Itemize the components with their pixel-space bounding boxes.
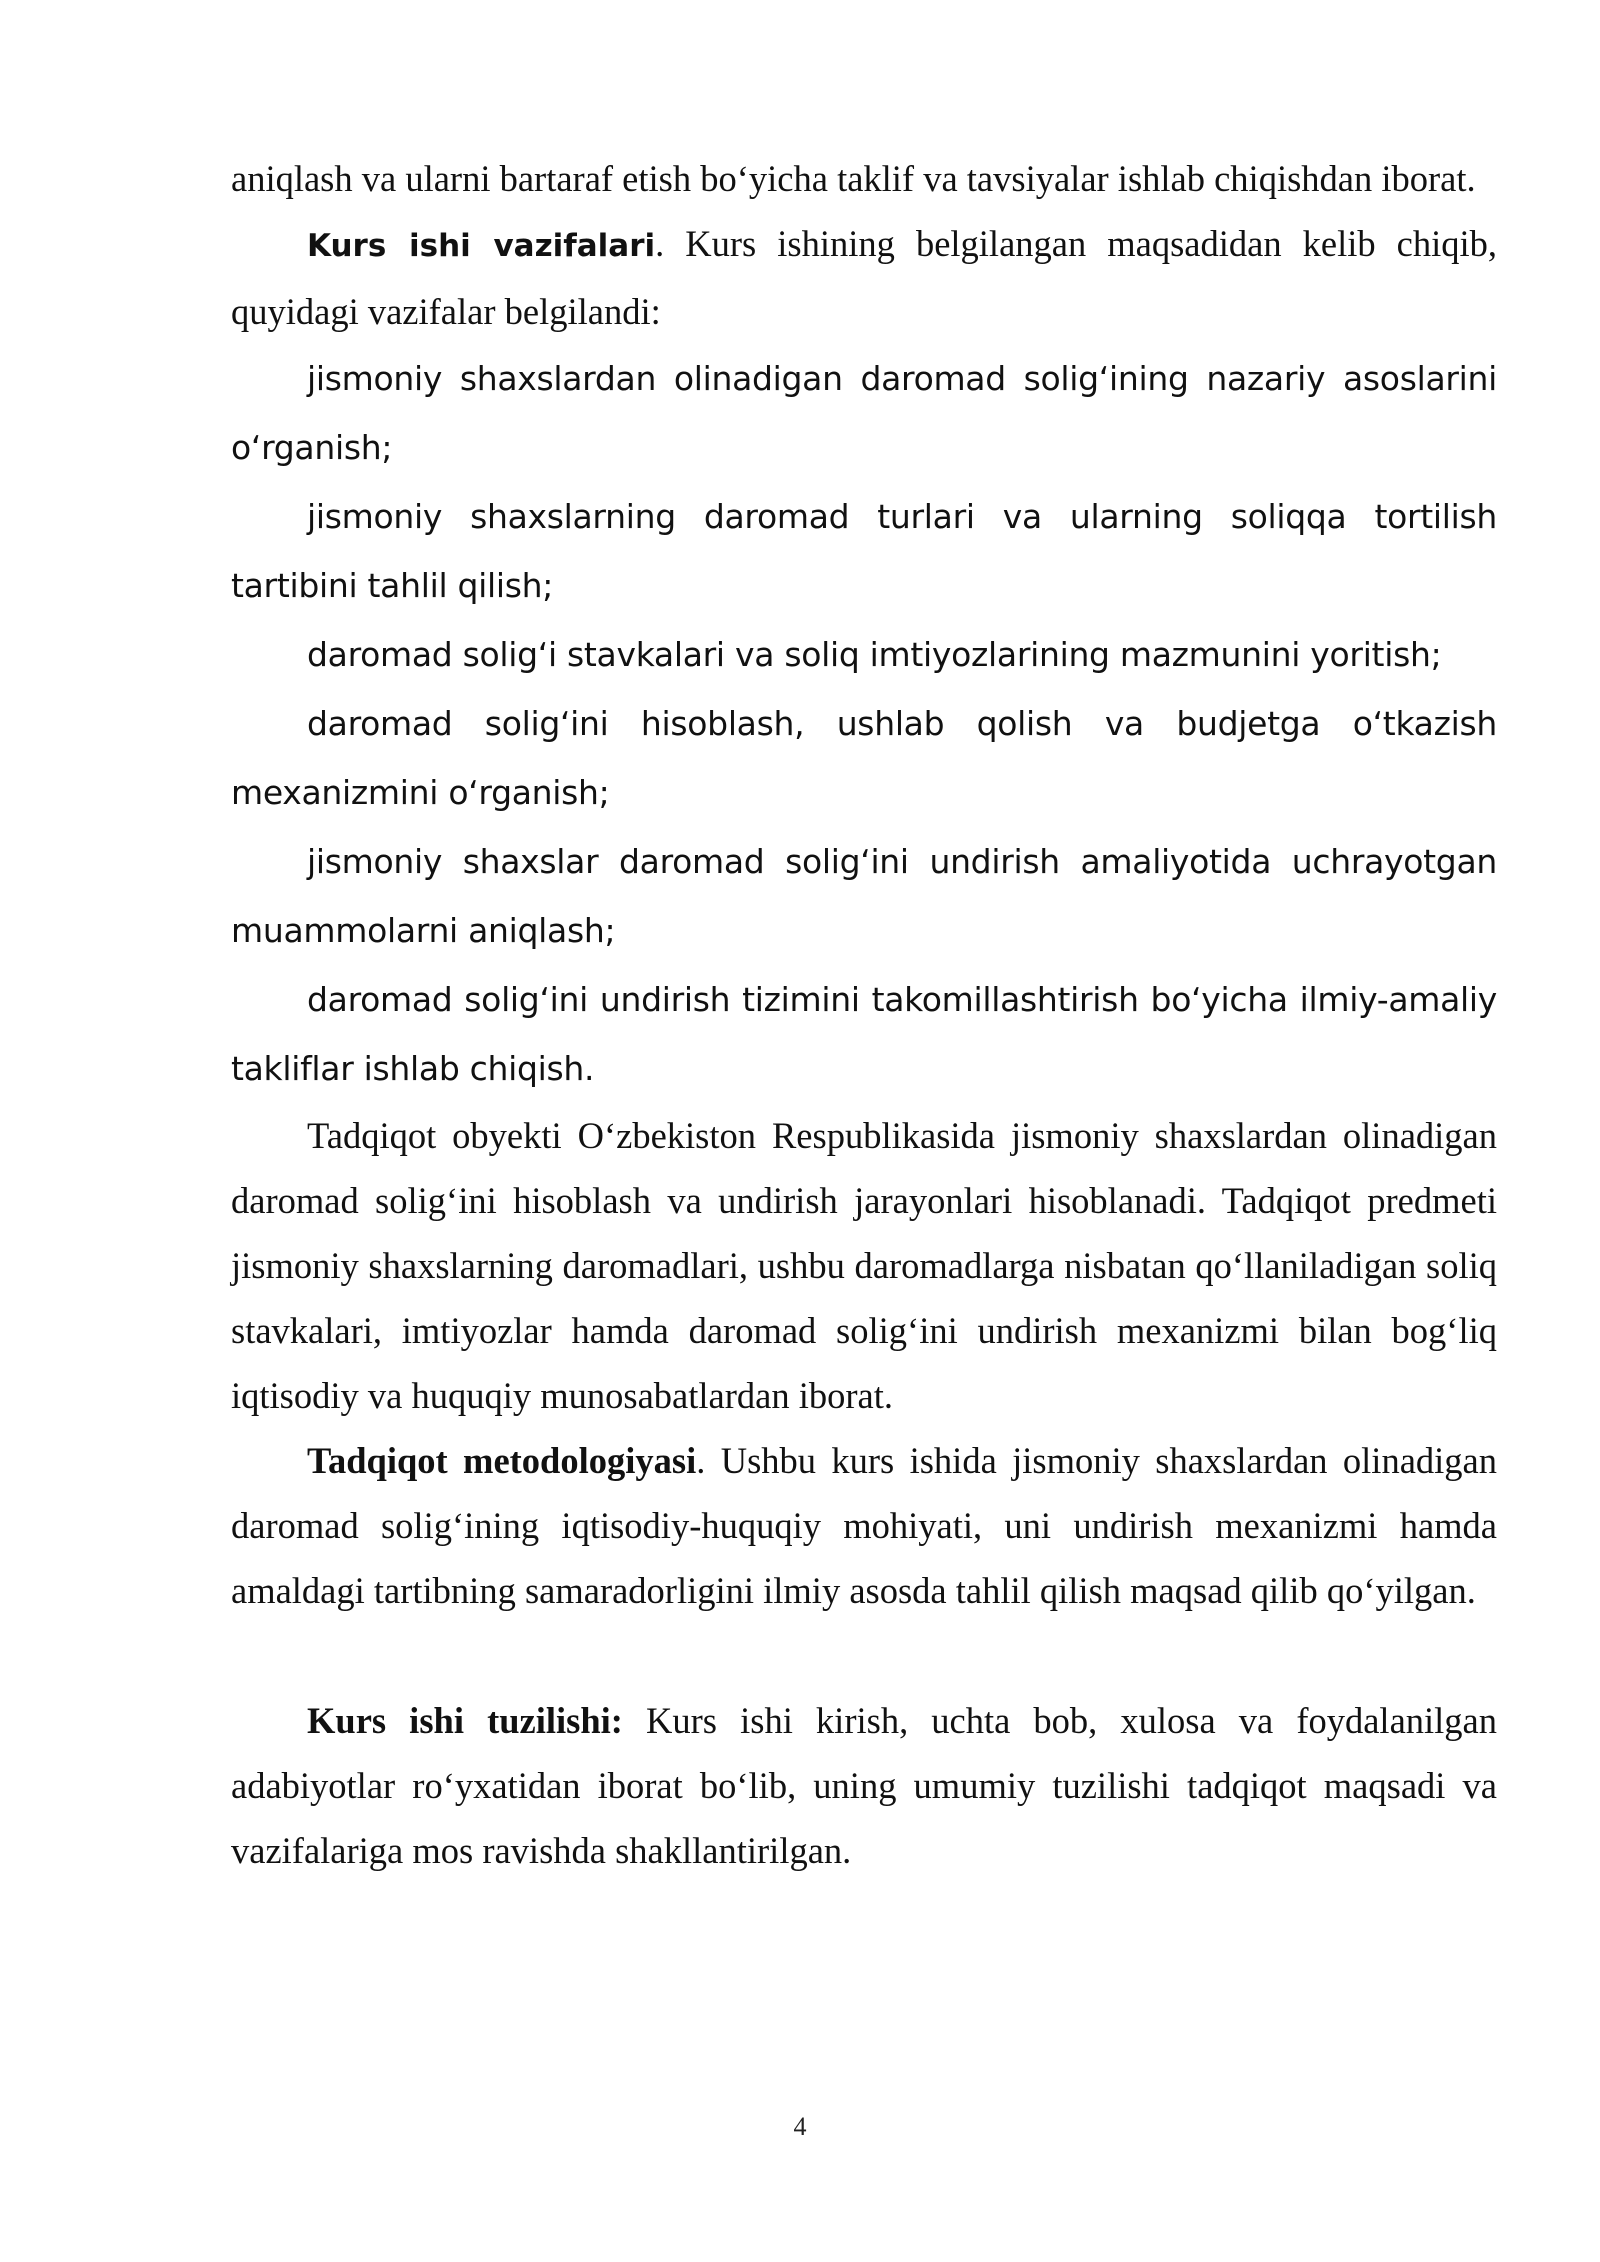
task-item: daromad solig‘ini undirish tizimini takomillashtirish bo‘yicha ilmiy-amaliy takliflar ishlab chiqish. (231, 980, 1497, 1088)
course-structure-text: Kurs ishi kirish, uchta bob, xulosa va foydalanilgan adabiyotlar ro‘yxatidan iborat bo‘lib, uning umumiy tuzilishi tadqiqot maqsadi va vazifalariga mos ravishda shakllantirilgan. (231, 1700, 1498, 1871)
heading-course-tasks: Kurs ishi vazifalari (307, 228, 656, 264)
task-item: jismoniy shaxslar daromad solig‘ini undirish amaliyotida uchrayotgan muammolarni aniqlash; (231, 842, 1497, 950)
paragraph-course-tasks (231, 211, 1497, 344)
course-tasks-text: . Kurs ishining belgilangan maqsadidan kelib chiqib, quyidagi vazifalar belgilandi: (231, 223, 1497, 332)
document-page (231, 146, 1497, 1883)
task-item: jismoniy shaxslardan olinadigan daromad solig‘ining nazariy asoslarini o‘rganish; (231, 359, 1497, 467)
paragraph-research-object: Tadqiqot obyekti O‘zbekiston Respublikasida jismoniy shaxslardan olinadigan daromad solig‘ini hisoblash va undirish jarayonlari hisoblanadi. Tadqiqot predmeti jismoniy shaxslarning daromadlari, ushbu daromadlarga nisbatan qo‘llaniladigan soliq stavkalari, imtiyozlar hamda daromad solig‘ini undirish mexanizmi bilan bog‘liq iqtisodiy va huquqiy munosabatlardan iborat. (231, 1115, 1497, 1416)
paragraph-intro-end: aniqlash va ularni bartaraf etish bo‘yicha taklif va tavsiyalar ishlab chiqishdan iborat. (231, 158, 1476, 199)
paragraph-course-structure (231, 1688, 1497, 1883)
task-item: daromad solig‘ini hisoblash, ushlab qolish va budjetga o‘tkazish mexanizmini o‘rganish; (231, 704, 1497, 812)
research-methodology-text: . Ushbu kurs ishida jismoniy shaxslardan olinadigan daromad solig‘ining iqtisodiy-huquqiy mohiyati, uni undirish mexanizmi hamda amaldagi tartibning samaradorligini ilmiy asosda tahlil qilish maqsad qilib qo‘yilgan. (231, 1440, 1497, 1611)
task-item: daromad solig‘i stavkalari va soliq imtiyozlarining mazmunini yoritish; (307, 635, 1442, 674)
heading-research-methodology: Tadqiqot metodologiyasi (307, 1440, 697, 1481)
heading-course-structure: Kurs ishi tuzilishi: (307, 1700, 623, 1741)
paragraph-research-methodology (231, 1428, 1497, 1623)
task-item: jismoniy shaxslarning daromad turlari va ularning soliqqa tortilish tartibini tahlil qilish; (231, 497, 1497, 605)
page-number: 4 (793, 2112, 807, 2141)
